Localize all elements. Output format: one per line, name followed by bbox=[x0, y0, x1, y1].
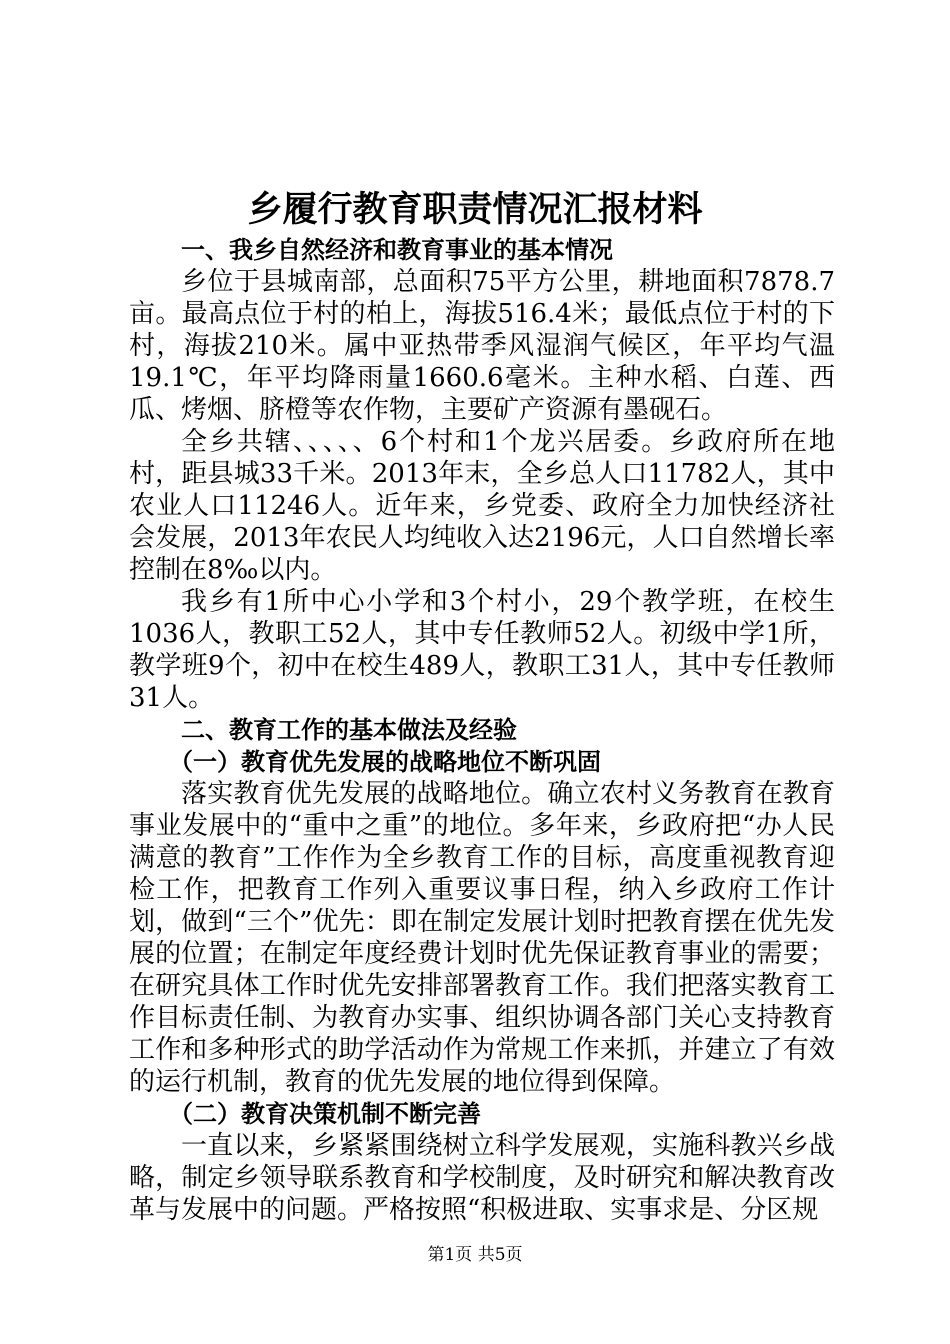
subsection-heading-2: （二）教育决策机制不断完善 bbox=[169, 1100, 481, 1128]
section-heading-1: 一、我乡自然经济和教育事业的基本情况 bbox=[181, 236, 613, 264]
paragraph-decision-mechanism: 一直以来，乡紧紧围绕树立科学发展观，实施科教兴乡战略，制定乡领导联系教育和学校制度，及时研究和解决教育改革与发展中的问题。严格按照“积极进取、实事求是、分区规 bbox=[129, 1131, 835, 1225]
document-body bbox=[129, 234, 835, 1226]
paragraph-schools: 我乡有1所中心小学和3个村小，29个教学班，在校生1036人，教职工52人，其中专任教师52人。初级中学1所，教学班9个，初中在校生489人，教职工31人，其中专任教师31人。 bbox=[129, 587, 835, 713]
subsection-heading-1: （一）教育优先发展的战略地位不断巩固 bbox=[169, 748, 601, 776]
paragraph-population-economy: 全乡共辖、、、、、6个村和1个龙兴居委。乡政府所在地村，距县城33千米。2013年末，全乡总人口11782人，其中农业人口11246人。近年来，乡党委、政府全力加快经济社会发展，2013年农民人均纯收入达2196元，人口自然增长率控制在8‰以内。 bbox=[129, 427, 835, 585]
document-title: 乡履行教育职责情况汇报材料 bbox=[247, 190, 703, 230]
section-heading-2: 二、教育工作的基本做法及经验 bbox=[181, 716, 517, 744]
page-footer: 第1页 共5页 bbox=[427, 1245, 523, 1265]
paragraph-natural-conditions: 乡位于县城南部，总面积75平方公里，耕地面积7878.7亩。最高点位于村的柏上，海拔516.4米；最低点位于村的下村，海拔210米。属中亚热带季风湿润气候区，年平均气温19.1℃，年平均降雨量1660.6毫米。主种水稻、白莲、西瓜、烤烟、脐橙等农作物，主要矿产资源有墨砚石。 bbox=[129, 267, 835, 425]
paragraph-education-priority: 落实教育优先发展的战略地位。确立农村义务教育在教育事业发展中的“重中之重”的地位。多年来，乡政府把“办人民满意的教育”工作作为全乡教育工作的目标，高度重视教育迎检工作，把教育工作列入重要议事日程，纳入乡政府工作计划，做到“三个”优先：即在制定发展计划时把教育摆在优先发展的位置；在制定年度经费计划时优先保证教育事业的需要；在研究具体工作时优先安排部署教育工作。我们把落实教育工作目标责任制、为教育办实事、组织协调各部门关心支持教育工作和多种形式的助学活动作为常规工作来抓，并建立了有效的运行机制，教育的优先发展的地位得到保障。 bbox=[129, 779, 835, 1097]
